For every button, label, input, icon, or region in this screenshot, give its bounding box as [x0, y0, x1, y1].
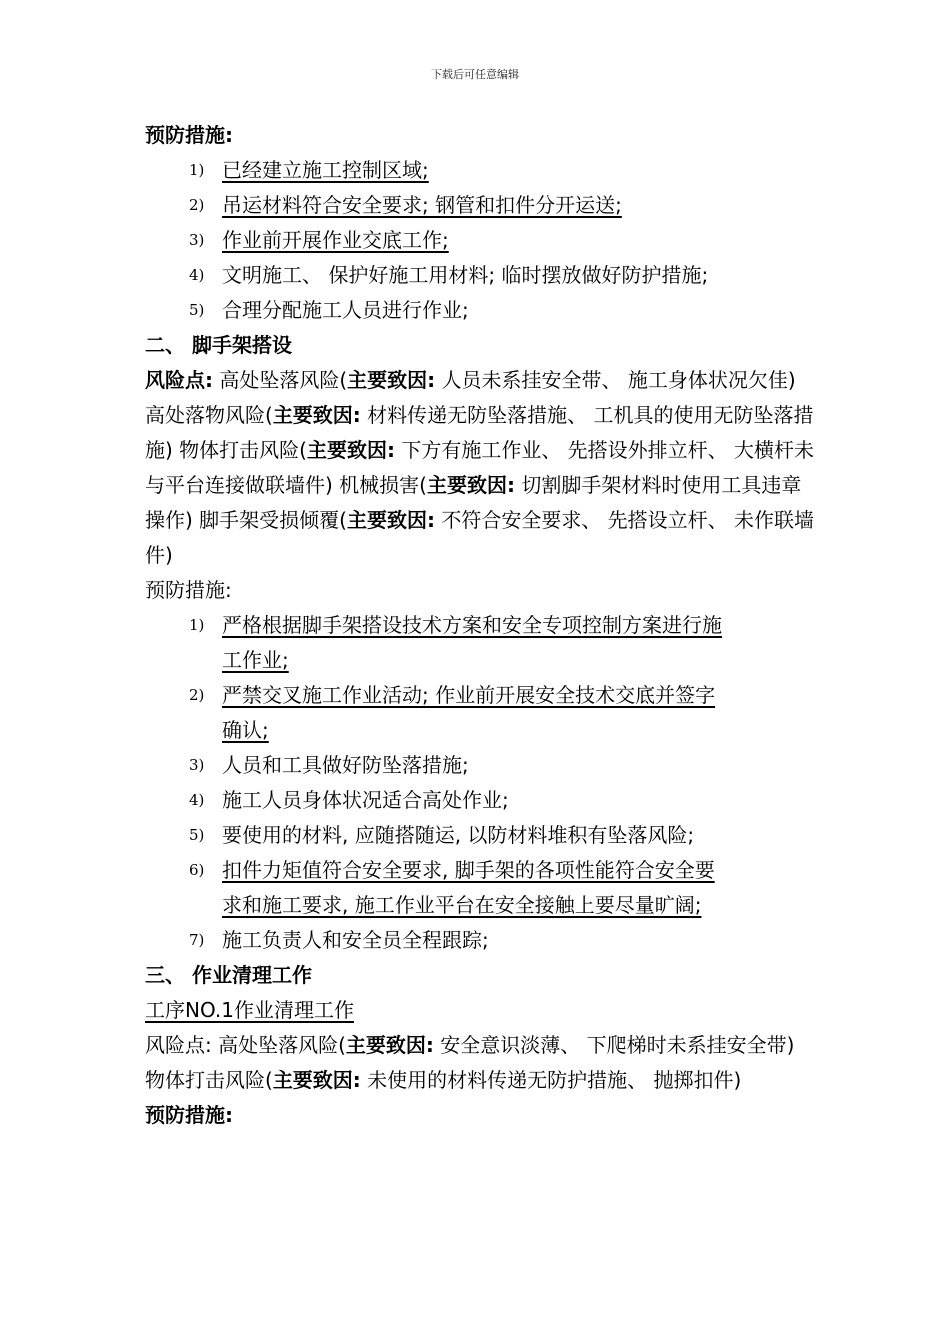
- section1-title: 预防措施:: [145, 123, 233, 147]
- list-item: 3) 作业前开展作业交底工作;: [189, 228, 449, 252]
- section2-risk-paragraph: 风险点: 高处坠落风险(主要致因: 人员未系挂安全带、 施工身体状况欠佳) 高处落物风险(主要致因: 材料传递无防坠落措施、 工机具的使用无防坠落措施) 物体打击风险(主要致因: 下方有施工作业、 先搭设外排立杆、 大横杆未与平台连接做联墙件) 机械损害(主要致因: 切割脚手架材料时使用工具违章操作) 脚手架受损倾覆(主要致因: 不符合安全要求、 先搭设立杆、 未作联墙件): [145, 368, 815, 567]
- list-item: 5) 要使用的材料, 应随搭随运, 以防材料堆积有坠落风险;: [189, 823, 695, 847]
- section1-list: [145, 153, 817, 328]
- section2-list: [145, 608, 817, 958]
- list-item: 5) 合理分配施工人员进行作业;: [189, 298, 469, 322]
- list-item: 7) 施工负责人和安全员全程跟踪;: [189, 928, 489, 952]
- section2-heading: 二、 脚手架搭设: [145, 333, 292, 357]
- section2-prevent-label: 预防措施:: [145, 578, 232, 602]
- list-item: 2) 严禁交叉施工作业活动; 作业前开展安全技术交底并签字 确认;: [189, 683, 716, 742]
- section3-heading: 三、 作业清理工作: [145, 963, 312, 987]
- list-item: 1) 已经建立施工控制区域;: [189, 158, 429, 182]
- section3-risk-paragraph: 风险点: 高处坠落风险(主要致因: 安全意识淡薄、 下爬梯时未系挂安全带) 物体打击风险(主要致因: 未使用的材料传递无防护措施、 抛掷扣件): [145, 1033, 795, 1092]
- list-item: 1) 严格根据脚手架搭设技术方案和安全专项控制方案进行施 工作业;: [189, 613, 722, 672]
- list-item: 3) 人员和工具做好防坠落措施;: [189, 753, 469, 777]
- section3-prevent-label: 预防措施:: [145, 1103, 233, 1127]
- page-header: 下载后可任意编辑: [431, 68, 519, 81]
- list-item: 6) 扣件力矩值符合安全要求, 脚手架的各项性能符合安全要 求和施工要求, 施工作业平台在安全接触上要尽量旷阔;: [189, 858, 715, 917]
- list-item: 2) 吊运材料符合安全要求; 钢管和扣件分开运送;: [189, 193, 622, 217]
- list-item: 4) 文明施工、 保护好施工用材料; 临时摆放做好防护措施;: [189, 263, 709, 287]
- document-body: [145, 118, 817, 1133]
- section3-subheading: 工序NO.1作业清理工作: [145, 998, 354, 1022]
- list-item: 4) 施工人员身体状况适合高处作业;: [189, 788, 509, 812]
